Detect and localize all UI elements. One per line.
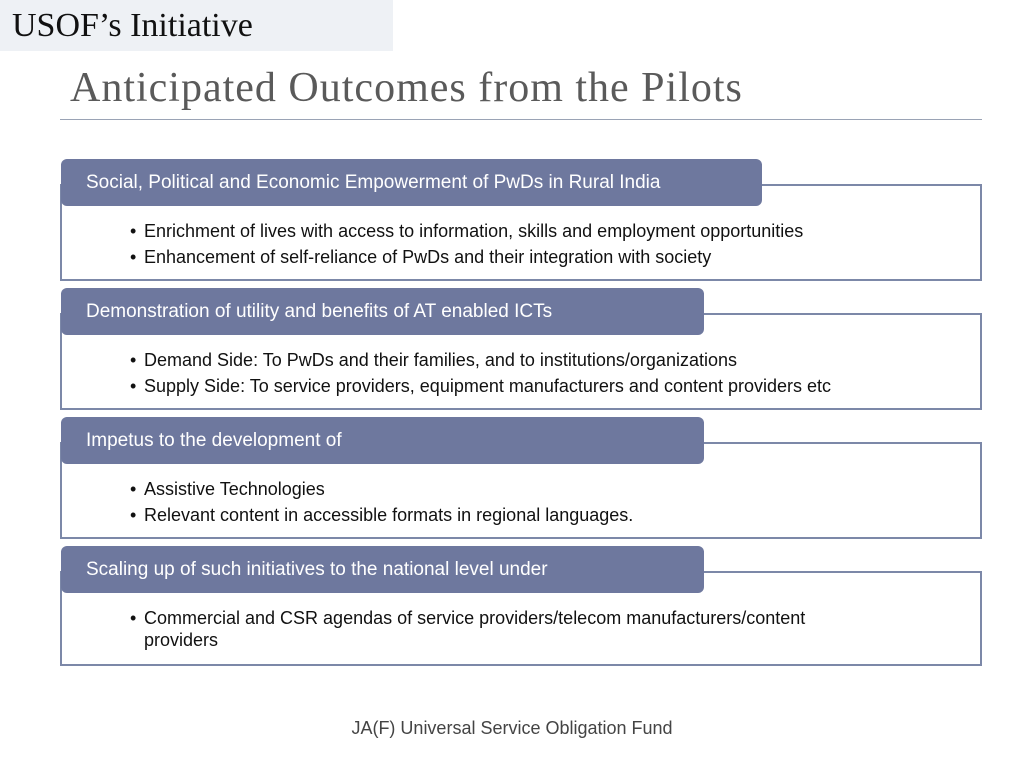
list-item: • Assistive Technologies <box>130 478 950 500</box>
section-list-1 <box>130 220 950 272</box>
list-item: • Supply Side: To service providers, equipment manufacturers and content providers etc <box>130 375 960 397</box>
list-item: • Commercial and CSR agendas of service providers/telecom manufacturers/content providers <box>130 607 870 651</box>
section-tag: USOF’s Initiative <box>0 0 393 51</box>
title-divider <box>60 119 982 120</box>
section-heading-2: Demonstration of utility and benefits of AT enabled ICTs <box>61 288 704 335</box>
section-list-3 <box>130 478 950 530</box>
section-heading-3: Impetus to the development of <box>61 417 704 464</box>
slide-footer: JA(F) Universal Service Obligation Fund <box>351 718 673 738</box>
slide-title: Anticipated Outcomes from the Pilots <box>70 65 743 111</box>
section-list-2 <box>130 349 960 401</box>
list-item: • Enrichment of lives with access to information, skills and employment opportunities <box>130 220 950 242</box>
section-heading-4: Scaling up of such initiatives to the national level under <box>61 546 704 593</box>
section-list-4 <box>130 607 870 655</box>
list-item: • Enhancement of self-reliance of PwDs and their integration with society <box>130 246 950 268</box>
list-item: • Demand Side: To PwDs and their families, and to institutions/organizations <box>130 349 960 371</box>
section-heading-1: Social, Political and Economic Empowerment of PwDs in Rural India <box>61 159 762 206</box>
list-item: • Relevant content in accessible formats in regional languages. <box>130 504 950 526</box>
